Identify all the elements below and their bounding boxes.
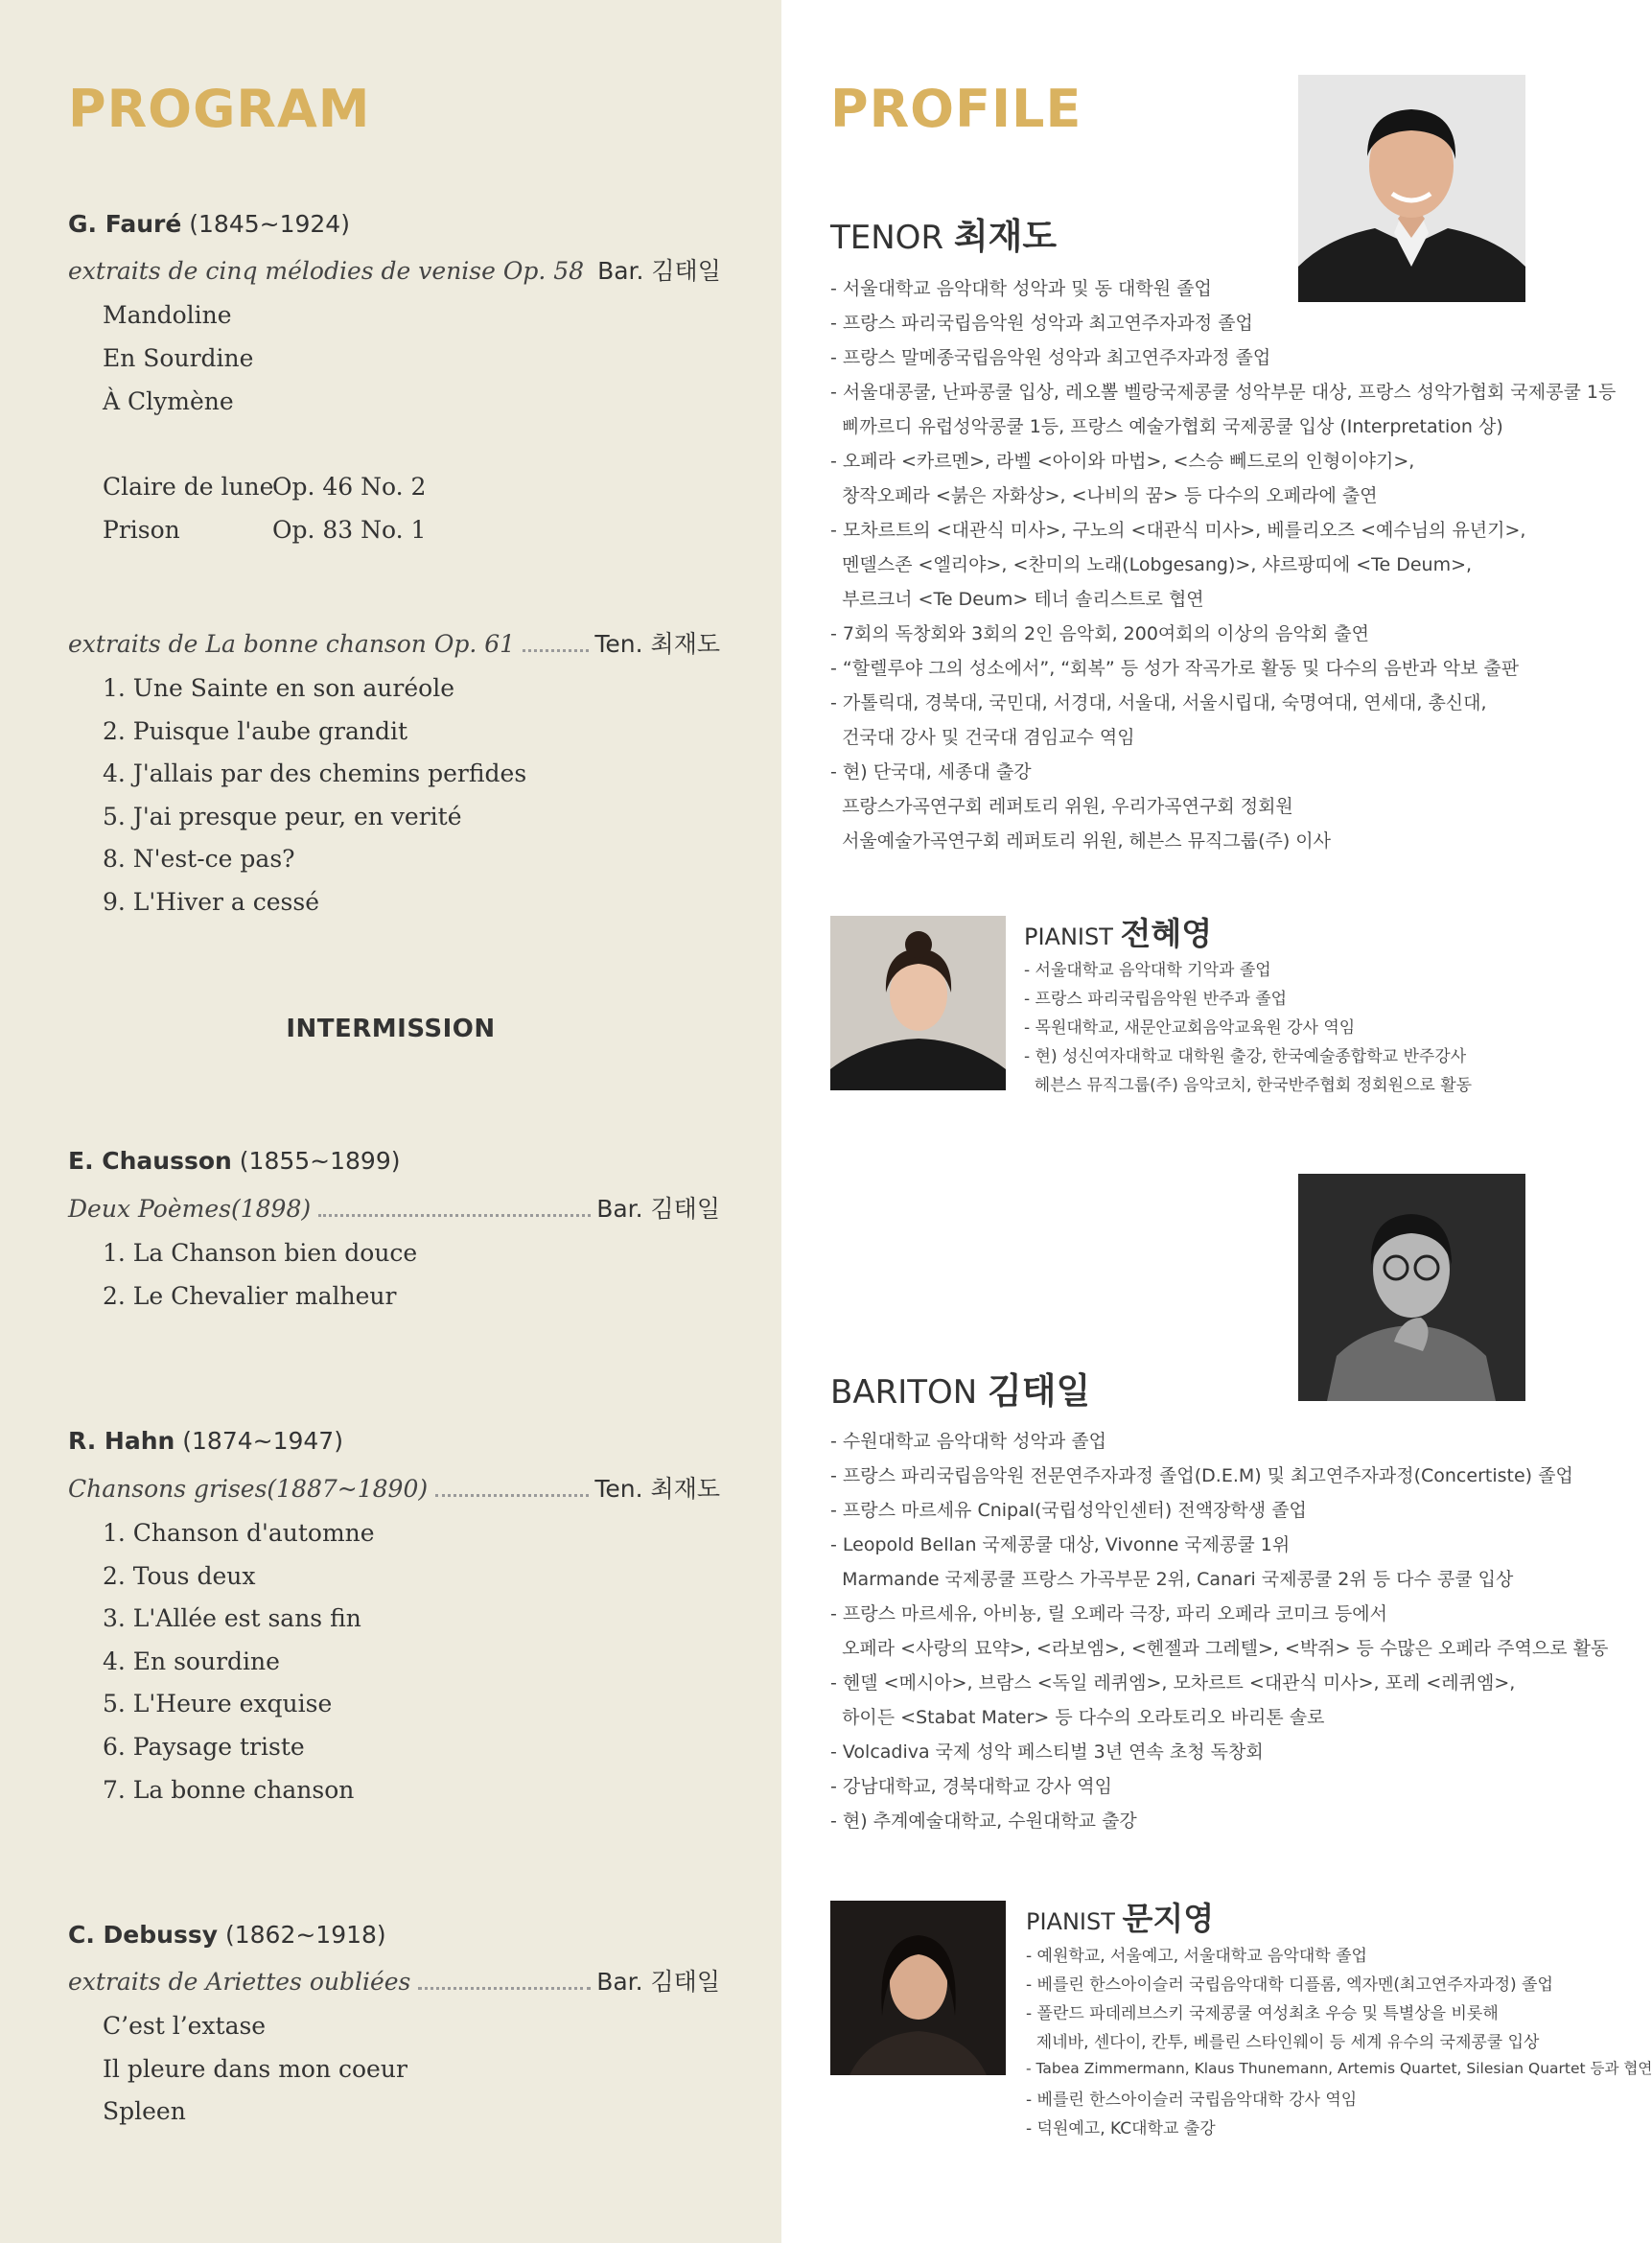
profile-heading: PROFILE <box>830 79 1082 139</box>
work-row <box>68 252 720 287</box>
program-heading: PROGRAM <box>68 79 371 139</box>
bio-line: - 헨델 <메시아>, 브람스 <독일 레퀴엠>, 모차르트 <대관식 미사>, 포레 <레퀴엠>, <box>830 1672 1516 1694</box>
song-opus: Op. 46 No. 2 <box>272 473 427 501</box>
work-title: extraits de Ariettes oubliées <box>68 1968 411 1996</box>
performer: Bar. 김태일 <box>596 1968 720 1996</box>
work-title: Chansons grises(1887~1890) <box>68 1475 429 1503</box>
song-item: Il pleure dans mon coeur <box>103 2055 407 2083</box>
pianist1-photo <box>830 916 1006 1090</box>
program-panel <box>0 0 781 2243</box>
bio-line: - Leopold Bellan 국제콩쿨 대상, Vivonne 국제콩쿨 1위 <box>830 1534 1291 1555</box>
tenor-heading: TENOR 최재도 <box>830 216 1058 257</box>
song-item: 2. Le Chevalier malheur <box>103 1282 397 1310</box>
pianist1-heading: PIANIST 전혜영 <box>1024 915 1213 952</box>
work-title: extraits de La bonne chanson Op. 61 <box>68 630 516 658</box>
song-item: 1. La Chanson bien douce <box>103 1239 418 1267</box>
bio-line: 창작오페라 <붉은 자화상>, <나비의 꿈> 등 다수의 오페라에 출연 <box>830 485 1378 506</box>
tenor-photo <box>1298 75 1525 302</box>
song-item: À Clymène <box>103 387 234 415</box>
work-row <box>68 1963 720 1998</box>
bio-line: 프랑스가곡연구회 레퍼토리 위원, 우리가곡연구회 정회원 <box>830 796 1293 817</box>
baritone-photo <box>1298 1174 1525 1401</box>
work-row <box>68 1190 720 1225</box>
leader-dots <box>435 1494 589 1497</box>
song-opus: Op. 83 No. 1 <box>272 516 427 544</box>
bio-line: Marmande 국제콩쿨 프랑스 가곡부문 2위, Canari 국제콩쿨 2위 등 다수 콩쿨 입상 <box>830 1569 1514 1590</box>
performer: Bar. 김태일 <box>597 257 721 285</box>
bio-line: - Volcadiva 국제 성악 페스티벌 3년 연속 초청 독창회 <box>830 1741 1264 1763</box>
work-title: extraits de cinq mélodies de venise Op. 58 <box>68 257 585 285</box>
bio-line: 멘델스존 <엘리야>, <찬미의 노래(Lobgesang)>, 샤르팡띠에 <Te Deum>, <box>830 554 1473 575</box>
song-item: 2. Puisque l'aube grandit <box>103 717 408 745</box>
song-item: 5. J'ai presque peur, en verité <box>103 803 462 830</box>
bio-line: - 현) 추계예술대학교, 수원대학교 출강 <box>830 1811 1137 1832</box>
bio-line: 하이든 <Stabat Mater> 등 다수의 오라토리오 바리톤 솔로 <box>830 1707 1325 1728</box>
leader-dots <box>523 649 589 652</box>
pianist2-heading: PIANIST 문지영 <box>1026 1900 1215 1937</box>
leader-dots <box>418 1987 591 1990</box>
song-item: 7. La bonne chanson <box>103 1776 355 1804</box>
performer: Ten. 최재도 <box>594 1475 720 1503</box>
bio-line: - 덕원예고, KC대학교 출강 <box>1026 2119 1216 2138</box>
bio-line: 건국대 강사 및 건국대 겸임교수 역임 <box>830 727 1135 748</box>
song-item: C’est l’extase <box>103 2012 267 2040</box>
bio-line: - 현) 단국대, 세종대 출강 <box>830 761 1032 783</box>
song-item: 1. Une Sainte en son auréole <box>103 674 454 702</box>
performer: Bar. 김태일 <box>596 1195 720 1223</box>
pianist2-photo <box>830 1901 1006 2075</box>
bio-line: 서울예술가곡연구회 레퍼토리 위원, 헤븐스 뮤직그룹(주) 이사 <box>830 830 1331 852</box>
bio-line: - 목원대학교, 새문안교회음악교육원 강사 역임 <box>1024 1018 1356 1038</box>
work-title: Deux Poèmes(1898) <box>68 1195 312 1223</box>
bio-line: - 서울대학교 음악대학 기악과 졸업 <box>1024 961 1271 980</box>
bio-line: - 프랑스 마르세유 Cnipal(국립성악인센터) 전액장학생 졸업 <box>830 1500 1307 1521</box>
composer-faure: G. Fauré (1845~1924) <box>68 210 350 238</box>
song-item: Spleen <box>103 2097 186 2125</box>
bio-line: - 프랑스 마르세유, 아비뇽, 릴 오페라 극장, 파리 오페라 코미크 등에서 <box>830 1603 1387 1624</box>
composer-debussy: C. Debussy (1862~1918) <box>68 1921 386 1949</box>
bio-line: - 베를린 한스아이슬러 국립음악대학 디플롬, 엑자멘(최고연주자과정) 졸업 <box>1026 1975 1553 1995</box>
bio-line: - 예원학교, 서울예고, 서울대학교 음악대학 졸업 <box>1026 1947 1367 1966</box>
song-item: 4. J'allais par des chemins perfides <box>103 759 527 787</box>
bio-line: - 오페라 <카르멘>, 라벨 <아이와 마법>, <스승 뻬드로의 인형이야기>, <box>830 451 1415 472</box>
song-item: Mandoline <box>103 301 232 329</box>
bio-line: 헤븐스 뮤직그룹(주) 음악코치, 한국반주협회 정회원으로 활동 <box>1024 1076 1473 1095</box>
song-item: 8. N'est-ce pas? <box>103 845 295 873</box>
song-item: 2. Tous deux <box>103 1562 256 1590</box>
bio-line: - 7회의 독창회와 3회의 2인 음악회, 200여회의 이상의 음악회 출연 <box>830 623 1369 644</box>
song-item: 9. L'Hiver a cessé <box>103 888 319 916</box>
song-item: 6. Paysage triste <box>103 1733 305 1761</box>
bio-line: - 서울대콩쿨, 난파콩쿨 입상, 레오뽈 벨랑국제콩쿨 성악부문 대상, 프랑스 성악가협회 국제콩쿨 1등 <box>830 382 1617 403</box>
performer: Ten. 최재도 <box>594 630 720 658</box>
bio-line: 부르크너 <Te Deum> 테너 솔리스트로 협연 <box>830 589 1204 610</box>
bio-line: 삐까르디 유럽성악콩쿨 1등, 프랑스 예술가협회 국제콩쿨 입상 (Interpretation 상) <box>830 416 1503 437</box>
intermission-label: INTERMISSION <box>286 1015 496 1043</box>
bio-line: - 현) 성신여자대학교 대학원 출강, 한국예술종합학교 반주강사 <box>1024 1047 1467 1066</box>
work-row <box>68 1470 720 1505</box>
baritone-heading: BARITON 김태일 <box>830 1370 1091 1412</box>
bio-line: 제네바, 센다이, 칸투, 베를린 스타인웨이 등 세계 유수의 국제콩쿨 입상 <box>1026 2033 1540 2052</box>
song-item: 1. Chanson d'automne <box>103 1519 375 1547</box>
bio-line: - 가톨릭대, 경북대, 국민대, 서경대, 서울대, 서울시립대, 숙명여대, 연세대, 총신대, <box>830 692 1487 713</box>
work-row <box>68 625 720 660</box>
bio-line: - 프랑스 파리국립음악원 전문연주자과정 졸업(D.E.M) 및 최고연주자과정(Concertiste) 졸업 <box>830 1465 1573 1486</box>
song-item: Prison <box>103 516 180 544</box>
bio-line: - “할렐루야 그의 성소에서”, “회복” 등 성가 작곡가로 활동 및 다수의 음반과 악보 출판 <box>830 658 1520 679</box>
bio-line: - 수원대학교 음악대학 성악과 졸업 <box>830 1431 1106 1452</box>
song-item: En Sourdine <box>103 344 254 372</box>
bio-line: - 프랑스 말메종국립음악원 성악과 최고연주자과정 졸업 <box>830 347 1271 368</box>
bio-line: - 강남대학교, 경북대학교 강사 역임 <box>830 1776 1113 1797</box>
song-item: 3. L'Allée est sans fin <box>103 1604 361 1632</box>
bio-line: 오페라 <사랑의 묘약>, <라보엠>, <헨젤과 그레텔>, <박쥐> 등 수많은 오페라 주역으로 활동 <box>830 1638 1609 1659</box>
bio-line: - Tabea Zimmermann, Klaus Thunemann, Artemis Quartet, Silesian Quartet 등과 협연 <box>1026 2060 1652 2077</box>
bio-line: - 베를린 한스아이슬러 국립음악대학 강사 역임 <box>1026 2091 1358 2110</box>
song-item: 4. En sourdine <box>103 1647 280 1675</box>
bio-line: - 모차르트의 <대관식 미사>, 구노의 <대관식 미사>, 베를리오즈 <예수님의 유년기>, <box>830 520 1526 541</box>
bio-line: - 프랑스 파리국립음악원 성악과 최고연주자과정 졸업 <box>830 313 1253 334</box>
song-item: Claire de lune <box>103 473 274 501</box>
bio-line: - 프랑스 파리국립음악원 반주과 졸업 <box>1024 990 1288 1009</box>
bio-line: - 폴란드 파데레브스키 국제콩쿨 여성최초 우승 및 특별상을 비롯해 <box>1026 2004 1499 2023</box>
composer-chausson: E. Chausson (1855~1899) <box>68 1147 401 1175</box>
song-item: 5. L'Heure exquise <box>103 1690 333 1717</box>
composer-hahn: R. Hahn (1874~1947) <box>68 1427 343 1455</box>
bio-line: - 서울대학교 음악대학 성악과 및 동 대학원 졸업 <box>830 278 1212 299</box>
leader-dots <box>318 1214 591 1217</box>
